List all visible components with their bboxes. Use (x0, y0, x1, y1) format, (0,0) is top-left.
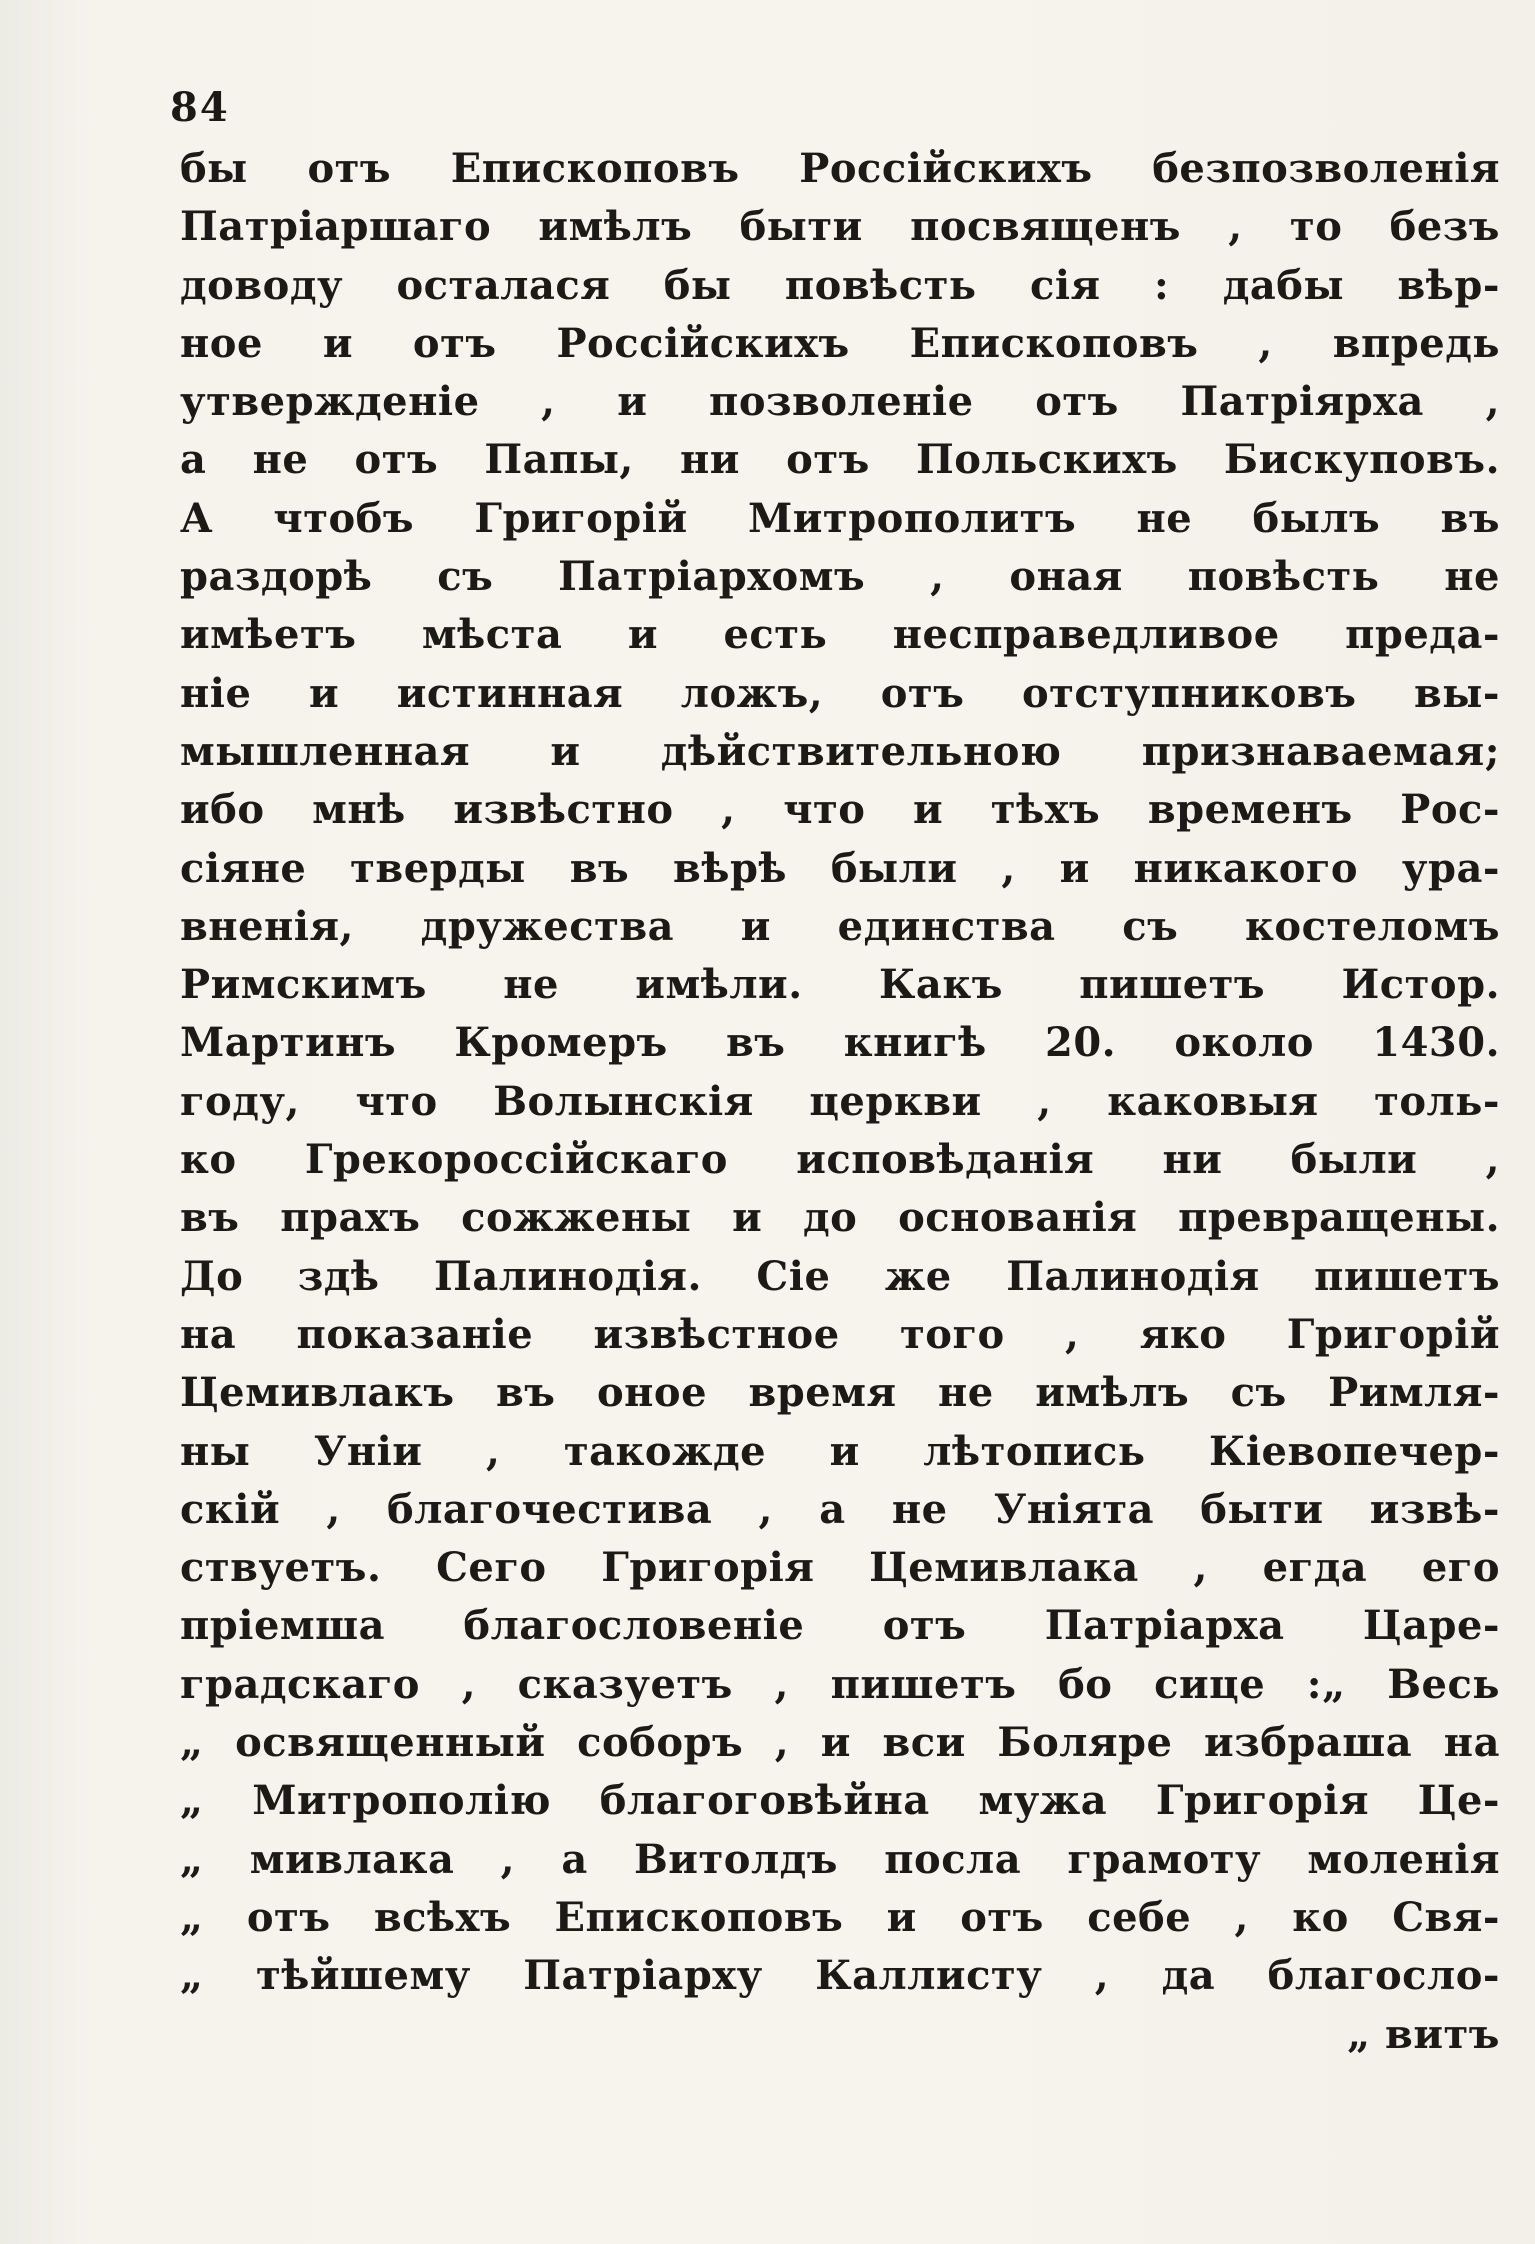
text-line: Мартинъ Кромеръ въ книгѣ 20. около 1430. (180, 1019, 1500, 1067)
body-text (180, 140, 1500, 2064)
text-line: сіяне тверды въ вѣрѣ были , и никакого ура- (180, 844, 1500, 892)
text-line: ствуетъ. Сего Григорія Цемивлака , егда его (180, 1544, 1500, 1592)
text-line: ны Уніи , такожде и лѣтопись Кіевопечер- (180, 1427, 1500, 1475)
text-line: бы отъ Епископовъ Россійскихъ безпозволенія (180, 145, 1500, 192)
text-line: градскаго , сказуетъ , пишетъ бо сице :„ Весь (180, 1660, 1500, 1708)
text-line: раздорѣ съ Патріархомъ , оная повѣсть не (180, 553, 1500, 601)
text-line: „ освященный соборъ , и вси Боляре избраша на (180, 1719, 1500, 1767)
text-line: „ тѣйшему Патріарху Каллисту , да благосло- (180, 1952, 1500, 2000)
text-line: имѣетъ мѣста и есть несправедливое преда- (180, 611, 1500, 659)
text-line: утвержденіе , и позволеніе отъ Патріярха , (180, 378, 1500, 426)
text-line: „ мивлака , а Витолдъ посла грамоту моленія (180, 1835, 1500, 1883)
text-line: ное и отъ Россійскихъ Епископовъ , впредь (180, 319, 1500, 367)
text-line: ко Грекороссійскаго исповѣданія ни были , (180, 1136, 1500, 1184)
text-line: вненія, дружества и единства съ костеломъ (180, 902, 1500, 950)
text-line: на показаніе извѣстное того , яко Григорій (180, 1310, 1500, 1358)
text-line: а не отъ Папы, ни отъ Польскихъ Бискуповъ. (180, 436, 1500, 484)
text-line: году, что Волынскія церкви , каковыя толь- (180, 1077, 1500, 1125)
text-line: ибо мнѣ извѣстно , что и тѣхъ временъ Рос- (180, 786, 1500, 834)
text-line: ніе и истинная ложъ, отъ отступниковъ вы- (180, 669, 1500, 717)
text-line: До здѣ Палинодія. Сіе же Палинодія пишетъ (180, 1252, 1500, 1300)
text-line: мышленная и дѣйствительною признаваемая; (180, 727, 1500, 775)
catchword: „ витъ (1347, 2010, 1500, 2058)
text-line: „ Митрополію благоговѣйна мужа Григорія Це- (180, 1777, 1500, 1825)
text-line: въ прахъ сожжены и до основанія превращены. (180, 1194, 1500, 1242)
text-line: Патріаршаго имѣлъ быти посвященъ , то безъ (180, 203, 1500, 251)
text-line: доводу осталася бы повѣсть сія : дабы вѣр- (180, 261, 1500, 309)
page-number: 84 (170, 84, 230, 131)
text-line: пріемша благословеніе отъ Патріарха Царе- (180, 1602, 1500, 1650)
text-line: Цемивлакъ въ оное время не имѣлъ съ Римля- (180, 1369, 1500, 1417)
text-line: скій , благочестива , а не Уніята быти извѣ- (180, 1485, 1500, 1533)
text-line: А чтобъ Григорій Митрополитъ не былъ въ (180, 494, 1500, 542)
text-line: Римскимъ не имѣли. Какъ пишетъ Истор. (180, 961, 1500, 1009)
text-line: „ отъ всѣхъ Епископовъ и отъ себе , ко Свя- (180, 1893, 1500, 1941)
